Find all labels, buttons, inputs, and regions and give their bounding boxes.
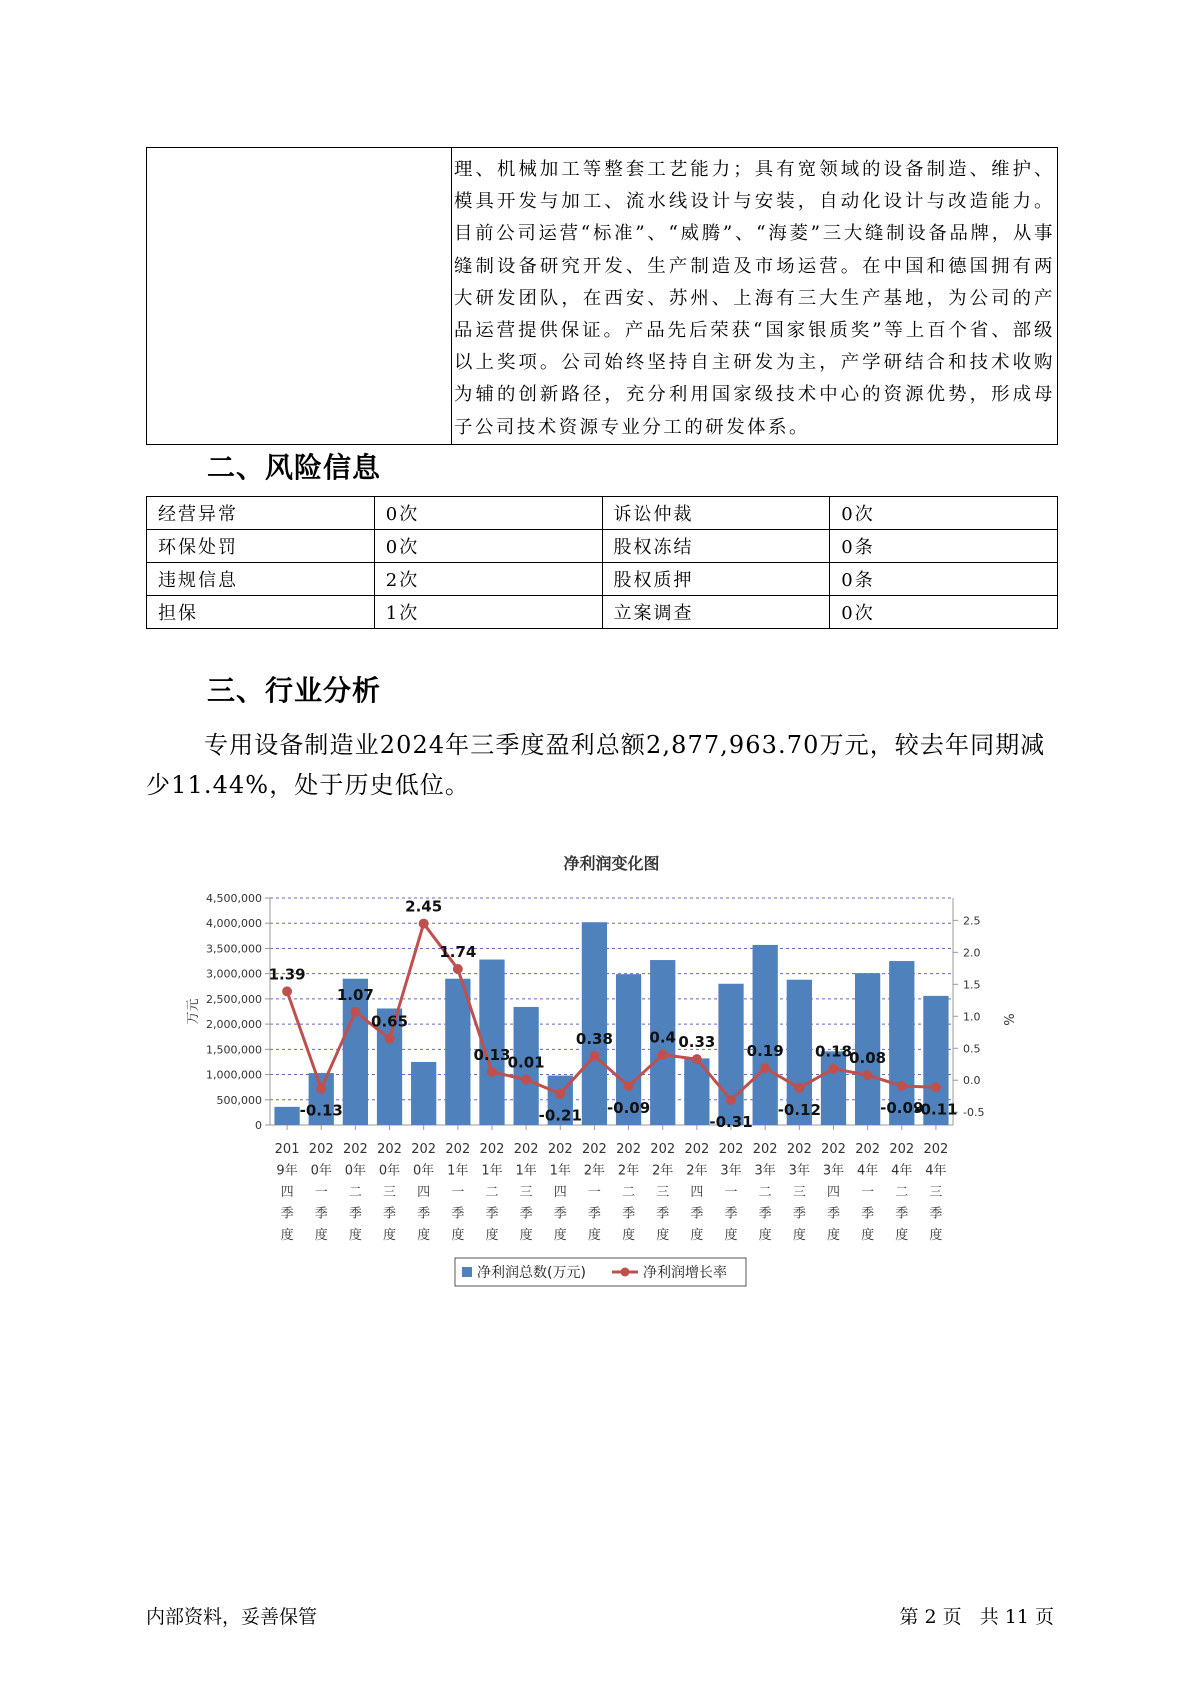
x-tick-label: 度 [656, 1228, 670, 1243]
x-tick-label: 202 [582, 1142, 607, 1157]
legend-bar-swatch [462, 1267, 472, 1277]
growth-rate-point [487, 1067, 497, 1077]
x-tick-label: 季 [826, 1206, 840, 1222]
x-tick-label: 季 [792, 1206, 806, 1222]
y-tick-label: 0 [255, 1119, 262, 1132]
x-tick-label: 季 [587, 1206, 601, 1222]
growth-rate-point [931, 1082, 941, 1092]
x-tick-label: 季 [485, 1206, 499, 1222]
growth-rate-point [350, 1007, 360, 1017]
y-tick-label: 2,000,000 [206, 1018, 262, 1032]
y2-tick-label: 0.0 [963, 1074, 981, 1088]
x-tick-label: 0年 [310, 1163, 332, 1179]
y-tick-label: 4,500,000 [206, 892, 262, 905]
growth-rate-point [419, 919, 429, 929]
growth-rate-point [385, 1034, 395, 1044]
x-tick-label: 一 [451, 1185, 465, 1200]
x-tick-label: 四 [280, 1185, 294, 1200]
x-tick-label: 202 [855, 1142, 881, 1157]
x-tick-label: 202 [342, 1142, 368, 1157]
x-tick-label: 202 [479, 1142, 505, 1157]
industry-section-title: 三、行业分析 [207, 674, 382, 707]
x-tick-label: 季 [519, 1206, 533, 1222]
x-tick-label: 二 [895, 1185, 909, 1200]
risk-row [147, 530, 1058, 563]
growth-rate-point [726, 1095, 736, 1105]
growth-rate-point [863, 1070, 873, 1080]
x-tick-label: 1年 [515, 1163, 537, 1179]
growth-rate-point [794, 1083, 804, 1093]
x-tick-label: 三 [656, 1185, 670, 1200]
x-tick-label: 季 [656, 1206, 670, 1222]
x-tick-label: 9年 [276, 1163, 298, 1179]
bar [411, 1062, 436, 1125]
x-tick-label: 二 [758, 1185, 772, 1200]
risk-section-title: 二、风险信息 [207, 451, 382, 484]
x-tick-label: 季 [280, 1206, 294, 1222]
x-tick-label: 度 [280, 1228, 294, 1243]
data-label: 1.07 [336, 985, 374, 1004]
risk-value: 1次 [374, 596, 602, 629]
x-tick-label: 季 [758, 1206, 772, 1222]
y-axis-label: 万元 [186, 998, 201, 1025]
x-tick-label: 4年 [891, 1163, 913, 1179]
risk-label: 违规信息 [147, 563, 375, 596]
risk-value: 0条 [830, 530, 1058, 563]
risk-label: 担保 [147, 596, 375, 629]
bar [821, 1051, 846, 1125]
x-tick-label: 3年 [822, 1163, 845, 1179]
data-label: 0.38 [575, 1029, 613, 1048]
y-tick-label: 1,000,000 [206, 1068, 262, 1082]
x-tick-label: 2年 [652, 1163, 674, 1179]
data-label: -0.09 [606, 1098, 651, 1117]
x-tick-label: 202 [889, 1142, 915, 1157]
growth-rate-point [658, 1050, 668, 1060]
x-tick-label: 1年 [549, 1163, 571, 1179]
x-tick-label: 1年 [447, 1163, 469, 1179]
data-label: -0.11 [914, 1100, 958, 1119]
x-tick-label: 0年 [344, 1163, 367, 1179]
x-tick-label: 季 [348, 1206, 362, 1222]
x-tick-label: 3年 [788, 1163, 810, 1179]
x-tick-label: 度 [929, 1228, 943, 1243]
risk-value: 0次 [374, 530, 602, 563]
x-tick-label: 一 [724, 1185, 738, 1200]
risk-row [147, 563, 1058, 596]
growth-rate-point [453, 964, 463, 974]
growth-rate-point [316, 1084, 326, 1094]
risk-value: 0次 [830, 497, 1058, 530]
x-tick-label: 四 [690, 1185, 704, 1200]
x-tick-label: 季 [622, 1206, 636, 1222]
intro-text: 理、机械加工等整套工艺能力；具有宽领域的设备制造、维护、模具开发与加工、流水线设计与安装，自动化设计与改造能力。目前公司运营“标准”、“威腾”、“海菱”三大缝制设备品牌，从事缝制设备研究开发、生产制造及市场运营。在中国和德国拥有两大研发团队，在西安、苏州、上海有三大生产基地，为公司的产品运营提供保证。产品先后荣获“国家银质奖”等上百个省、部级以上奖项。公司始终坚持自主研发为主，产学研结合和技术收购为辅的创新路径，充分利用国家级技术中心的资源优势，形成母子公司技术资源专业分工的研发体系。 [454, 159, 1055, 438]
x-tick-label: 度 [622, 1228, 636, 1243]
intro-label-cell [147, 148, 452, 445]
risk-table [146, 496, 1058, 629]
x-tick-label: 四 [826, 1185, 840, 1200]
x-tick-label: 三 [792, 1185, 806, 1200]
x-tick-label: 202 [308, 1142, 334, 1157]
x-tick-label: 三 [929, 1185, 943, 1200]
risk-row [147, 497, 1058, 530]
footer-confidential: 内部资料，妥善保管 [146, 1606, 318, 1628]
x-tick-label: 1年 [481, 1163, 503, 1179]
data-label: -0.21 [538, 1106, 582, 1125]
x-tick-label: 季 [417, 1206, 431, 1222]
data-label: 0.08 [849, 1049, 887, 1068]
bar [445, 979, 470, 1125]
y-tick-label: 4,000,000 [206, 917, 262, 931]
data-label: -0.12 [777, 1100, 821, 1119]
data-label: 1.39 [268, 965, 306, 984]
x-tick-label: 二 [485, 1185, 499, 1200]
x-tick-label: 二 [348, 1185, 362, 1200]
intro-text-cell [452, 148, 1058, 445]
x-tick-label: 202 [411, 1142, 437, 1157]
x-tick-label: 2年 [686, 1163, 708, 1179]
y-tick-label: 2,500,000 [206, 992, 262, 1006]
x-tick-label: 202 [718, 1142, 744, 1157]
data-label: 0.01 [507, 1053, 545, 1072]
x-tick-label: 度 [587, 1228, 601, 1243]
x-tick-label: 0年 [378, 1163, 401, 1179]
x-tick-label: 季 [724, 1206, 738, 1222]
growth-rate-point [521, 1075, 531, 1085]
footer-page-number: 第 2 页 共 11 页 [899, 1606, 1054, 1628]
growth-rate-point [760, 1063, 770, 1073]
risk-value: 0次 [374, 497, 602, 530]
x-tick-label: 0年 [413, 1163, 435, 1179]
risk-value: 0次 [830, 596, 1058, 629]
data-label: 0.4 [649, 1028, 677, 1047]
x-tick-label: 3年 [754, 1163, 776, 1179]
x-tick-label: 202 [752, 1142, 778, 1157]
x-tick-label: 2年 [617, 1163, 640, 1179]
x-tick-label: 度 [724, 1228, 738, 1243]
y-tick-label: 1,500,000 [206, 1043, 262, 1057]
risk-value: 0条 [830, 563, 1058, 596]
growth-rate-point [897, 1081, 907, 1091]
net-profit-chart [0, 840, 1191, 1300]
y-tick-label: 3,500,000 [206, 942, 262, 956]
y2-tick-label: 1.0 [963, 1010, 981, 1024]
growth-rate-point [624, 1081, 634, 1091]
legend-line-label: 净利润增长率 [643, 1265, 727, 1281]
growth-rate-point [282, 986, 292, 996]
x-tick-label: 202 [786, 1142, 812, 1157]
chart-title: 净利润变化图 [563, 854, 660, 873]
x-tick-label: 季 [451, 1206, 465, 1222]
x-tick-label: 一 [861, 1185, 875, 1200]
x-tick-label: 度 [383, 1228, 397, 1243]
x-tick-label: 度 [314, 1228, 328, 1243]
y-tick-label: 500,000 [216, 1093, 262, 1107]
data-label: -0.09 [880, 1098, 924, 1117]
x-tick-label: 3年 [720, 1163, 742, 1179]
x-tick-label: 四 [417, 1185, 431, 1200]
y2-tick-label: 0.5 [963, 1042, 981, 1056]
x-tick-label: 度 [792, 1228, 806, 1243]
x-tick-label: 201 [274, 1142, 300, 1157]
x-tick-label: 202 [445, 1142, 471, 1157]
x-tick-label: 度 [861, 1228, 875, 1243]
y-tick-label: 3,000,000 [206, 967, 262, 981]
x-tick-label: 度 [826, 1228, 840, 1243]
x-tick-label: 季 [861, 1206, 875, 1222]
data-label: 0.18 [814, 1042, 852, 1061]
x-tick-label: 度 [417, 1228, 431, 1243]
data-label: 1.74 [439, 942, 477, 961]
growth-rate-point [692, 1054, 702, 1064]
company-intro-table [146, 147, 1058, 445]
legend-bar-label: 净利润总数(万元) [477, 1265, 586, 1281]
x-tick-label: 季 [690, 1206, 704, 1222]
data-label: -0.31 [709, 1113, 753, 1132]
y2-axis-label: % [1000, 1013, 1015, 1026]
x-tick-label: 季 [553, 1206, 567, 1222]
data-label: 0.33 [678, 1033, 716, 1052]
x-tick-label: 三 [519, 1185, 533, 1200]
x-tick-label: 度 [895, 1228, 909, 1243]
bar [582, 922, 607, 1125]
growth-rate-point [828, 1064, 838, 1074]
data-label: 0.65 [371, 1012, 409, 1031]
x-tick-label: 度 [519, 1228, 533, 1243]
x-tick-label: 四 [553, 1185, 567, 1200]
x-tick-label: 度 [553, 1228, 567, 1243]
risk-label: 股权冻结 [602, 530, 830, 563]
growth-rate-point [555, 1089, 565, 1099]
x-tick-label: 季 [929, 1206, 943, 1222]
x-tick-label: 4年 [925, 1163, 947, 1179]
x-tick-label: 季 [314, 1206, 328, 1222]
x-tick-label: 度 [758, 1228, 772, 1243]
x-tick-label: 202 [923, 1142, 949, 1157]
legend-line-marker [621, 1268, 630, 1277]
x-tick-label: 一 [314, 1185, 328, 1200]
x-tick-label: 季 [895, 1206, 909, 1222]
x-tick-label: 202 [513, 1142, 539, 1157]
y2-tick-label: 1.5 [963, 978, 981, 992]
bar [274, 1107, 299, 1125]
x-tick-label: 度 [451, 1228, 465, 1243]
x-tick-label: 度 [485, 1228, 499, 1243]
growth-rate-point [589, 1051, 599, 1061]
x-tick-label: 202 [377, 1142, 402, 1157]
x-tick-label: 202 [684, 1142, 710, 1157]
risk-label: 经营异常 [147, 497, 375, 530]
x-tick-label: 202 [547, 1142, 573, 1157]
data-label: 0.13 [473, 1045, 511, 1064]
risk-value: 2次 [374, 563, 602, 596]
risk-label: 诉讼仲裁 [602, 497, 830, 530]
x-tick-label: 二 [622, 1185, 636, 1200]
industry-paragraph: 专用设备制造业2024年三季度盈利总额2,877,963.70万元，较去年同期减少11.44%，处于历史低位。 [146, 731, 1046, 799]
x-tick-label: 一 [587, 1185, 601, 1200]
x-tick-label: 季 [383, 1206, 397, 1222]
risk-label: 股权质押 [602, 563, 830, 596]
y2-tick-label: 2.0 [963, 946, 981, 960]
y2-tick-label: 2.5 [963, 914, 981, 928]
data-label: 0.19 [746, 1042, 784, 1061]
risk-row [147, 596, 1058, 629]
x-tick-label: 202 [821, 1142, 846, 1157]
risk-label: 立案调查 [602, 596, 830, 629]
risk-label: 环保处罚 [147, 530, 375, 563]
x-tick-label: 度 [348, 1228, 362, 1243]
x-tick-label: 4年 [856, 1163, 879, 1179]
bar [753, 945, 778, 1125]
x-tick-label: 三 [383, 1185, 397, 1200]
x-tick-label: 度 [690, 1228, 704, 1243]
x-tick-label: 2年 [583, 1163, 606, 1179]
data-label: -0.13 [299, 1101, 343, 1120]
x-tick-label: 202 [650, 1142, 676, 1157]
y2-tick-label: -0.5 [963, 1106, 985, 1120]
data-label: 2.45 [405, 897, 443, 916]
x-tick-label: 202 [616, 1142, 641, 1157]
